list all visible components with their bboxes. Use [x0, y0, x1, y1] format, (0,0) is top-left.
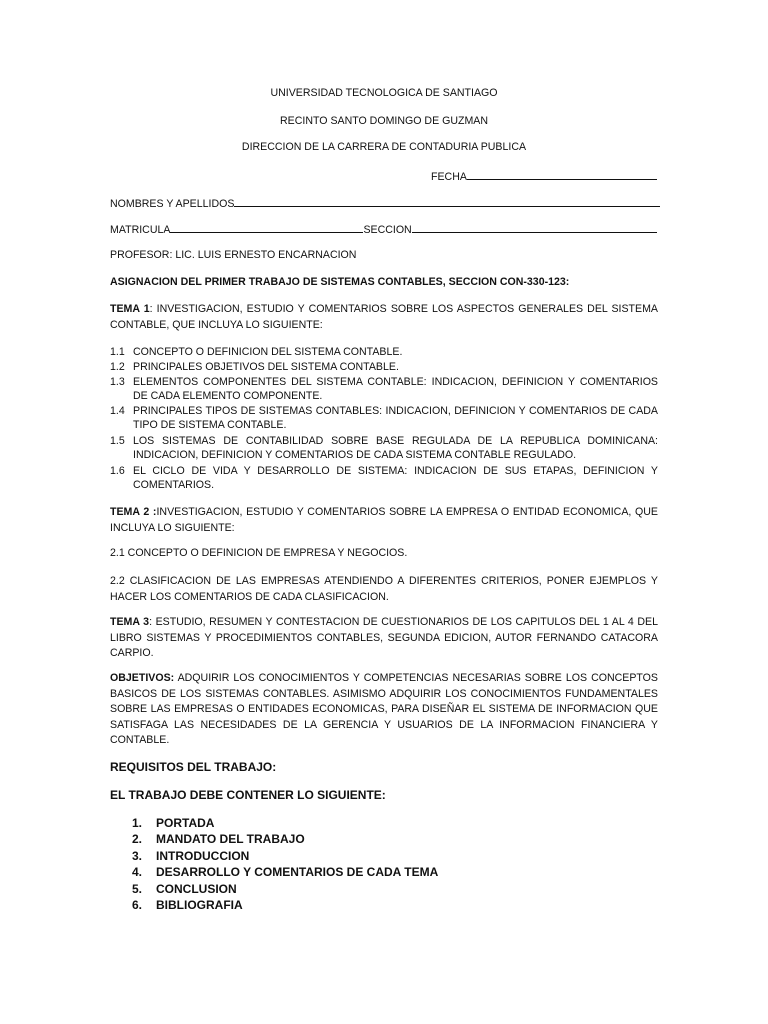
- list-item-text: ELEMENTOS COMPONENTES DEL SISTEMA CONTABLE: INDICACION, DEFINICION Y COMENTARIOS DE CADA ELEMENTO COMPONENTE.: [133, 376, 658, 403]
- nombres-field: [110, 195, 660, 213]
- tema3-paragraph: [110, 615, 658, 662]
- department-name: DIRECCION DE LA CARRERA DE CONTADURIA PUBLICA: [241, 141, 527, 153]
- list-item-text: CONCLUSION: [156, 882, 237, 896]
- list-item-text: PORTADA: [156, 816, 215, 830]
- profesor-line: PROFESOR: LIC. LUIS ERNESTO ENCARNACION: [110, 249, 357, 261]
- list-item-number: 1.5: [110, 435, 125, 447]
- tema2-item-1: 2.1 CONCEPTO O DEFINICION DE EMPRESA Y NEGOCIOS.: [110, 547, 408, 559]
- list-item-text: DESARROLLO Y COMENTARIOS DE CADA TEMA: [156, 865, 439, 879]
- list-item-text: BIBLIOGRAFIA: [156, 898, 243, 912]
- tema1-text: : INVESTIGACION, ESTUDIO Y COMENTARIOS SOBRE LOS ASPECTOS GENERALES DEL SISTEMA CONTABLE, QUE INCLUYA LO SIGUIENTE:: [110, 303, 658, 331]
- list-item-number: 5.: [132, 882, 143, 896]
- list-item-number: 3.: [132, 849, 143, 863]
- tema2-text: INVESTIGACION, ESTUDIO Y COMENTARIOS SOBRE LA EMPRESA O ENTIDAD ECONOMICA, QUE INCLUYA LO SIGUIENTE:: [110, 506, 658, 534]
- list-item-text: MANDATO DEL TRABAJO: [156, 832, 305, 846]
- list-item-text: EL CICLO DE VIDA Y DESARROLLO DE SISTEMA: INDICACION DE SUS ETAPAS, DEFINICION Y COMENTARIOS.: [133, 465, 658, 492]
- list-item-number: 6.: [132, 898, 143, 912]
- list-item-number: 1.1: [110, 346, 125, 358]
- tema3-text: : ESTUDIO, RESUMEN Y CONTESTACION DE CUESTIONARIOS DE LOS CAPITULOS DEL 1 AL 4 DEL LIBRO SISTEMAS Y PROCEDIMIENTOS CONTABLES, SEGUNDA EDICION, AUTOR FERNANDO CATACORA CARPIO.: [110, 616, 658, 659]
- objetivos-label: OBJETIVOS:: [110, 672, 175, 684]
- list-item: [110, 360, 658, 374]
- seccion-blank-line: [412, 221, 657, 233]
- assignment-title: ASIGNACION DEL PRIMER TRABAJO DE SISTEMAS CONTABLES, SECCION CON-330-123:: [110, 276, 570, 288]
- seccion-label: SECCION: [363, 224, 412, 236]
- list-item-number: 1.2: [110, 361, 125, 373]
- list-item-number: 1.4: [110, 405, 125, 417]
- list-item-text: INTRODUCCION: [156, 849, 250, 863]
- list-item: [132, 864, 438, 880]
- list-item-number: 1.6: [110, 465, 125, 477]
- list-item: [110, 404, 658, 432]
- list-item: [132, 881, 237, 897]
- list-item: [132, 897, 243, 913]
- list-item-text: LOS SISTEMAS DE CONTABILIDAD SOBRE BASE REGULADA DE LA REPUBLICA DOMINICANA: INDICACION, DEFINICION Y COMENTARIOS DE CADA SISTEMA CONTABLE REGULADO.: [133, 435, 658, 462]
- list-item: [110, 345, 658, 359]
- tema1-label: TEMA 1: [110, 303, 150, 315]
- requisitos-title: REQUISITOS DEL TRABAJO:: [110, 760, 277, 774]
- requisitos-subtitle: EL TRABAJO DEBE CONTENER LO SIGUIENTE:: [110, 788, 386, 802]
- nombres-blank-line: [234, 195, 660, 207]
- tema2-label: TEMA 2 :: [110, 506, 157, 518]
- list-item: [132, 848, 249, 864]
- list-item: [132, 831, 305, 847]
- list-item-text: CONCEPTO O DEFINICION DEL SISTEMA CONTABLE.: [133, 346, 403, 358]
- matricula-label: MATRICULA: [110, 224, 171, 236]
- matricula-field: [110, 221, 657, 239]
- list-item: [110, 375, 658, 403]
- fecha-field: [431, 168, 657, 186]
- tema2-item-2: 2.2 CLASIFICACION DE LAS EMPRESAS ATENDIENDO A DIFERENTES CRITERIOS, PONER EJEMPLOS Y HACER LOS COMENTARIOS DE CADA CLASIFICACION.: [110, 575, 658, 603]
- list-item: [132, 815, 214, 831]
- matricula-blank-line: [170, 221, 363, 233]
- list-item-text: PRINCIPALES OBJETIVOS DEL SISTEMA CONTABLE.: [133, 361, 399, 373]
- fecha-blank-line: [467, 168, 657, 180]
- list-item-number: 1.3: [110, 376, 125, 388]
- list-item-text: PRINCIPALES TIPOS DE SISTEMAS CONTABLES: INDICACION, DEFINICION Y COMENTARIOS DE CADA TIPO DE SISTEMA CONTABLE.: [133, 405, 658, 432]
- list-item-number: 2.: [132, 832, 143, 846]
- list-item: [110, 434, 658, 462]
- tema1-paragraph: [110, 302, 658, 333]
- objetivos-text: ADQUIRIR LOS CONOCIMIENTOS Y COMPETENCIAS NECESARIAS SOBRE LOS CONCEPTOS BASICOS DE LOS SISTEMAS CONTABLES. ASIMISMO ADQUIRIR LOS CONOCIMIENTOS FUNDAMENTALES SOBRE LAS EMPRESAS O ENTIDADES ECONOMICAS, PARA DISEÑAR EL SISTEMA DE INFORMACION QUE SATISFAGA LAS NECESIDADES DE LA GERENCIA Y USUARIOS DE LA INFORMACION FINANCIERA Y CONTABLE.: [110, 672, 658, 746]
- university-name: UNIVERSIDAD TECNOLOGICA DE SANTIAGO: [270, 87, 498, 99]
- list-item: [110, 464, 658, 492]
- campus-name: RECINTO SANTO DOMINGO DE GUZMAN: [280, 115, 488, 127]
- nombres-label: NOMBRES Y APELLIDOS: [110, 198, 235, 210]
- objetivos-paragraph: [110, 671, 658, 749]
- fecha-label: FECHA: [431, 171, 467, 183]
- tema2-paragraph: [110, 505, 658, 536]
- list-item-number: 1.: [132, 816, 143, 830]
- tema3-label: TEMA 3: [110, 616, 150, 628]
- list-item-number: 4.: [132, 865, 143, 879]
